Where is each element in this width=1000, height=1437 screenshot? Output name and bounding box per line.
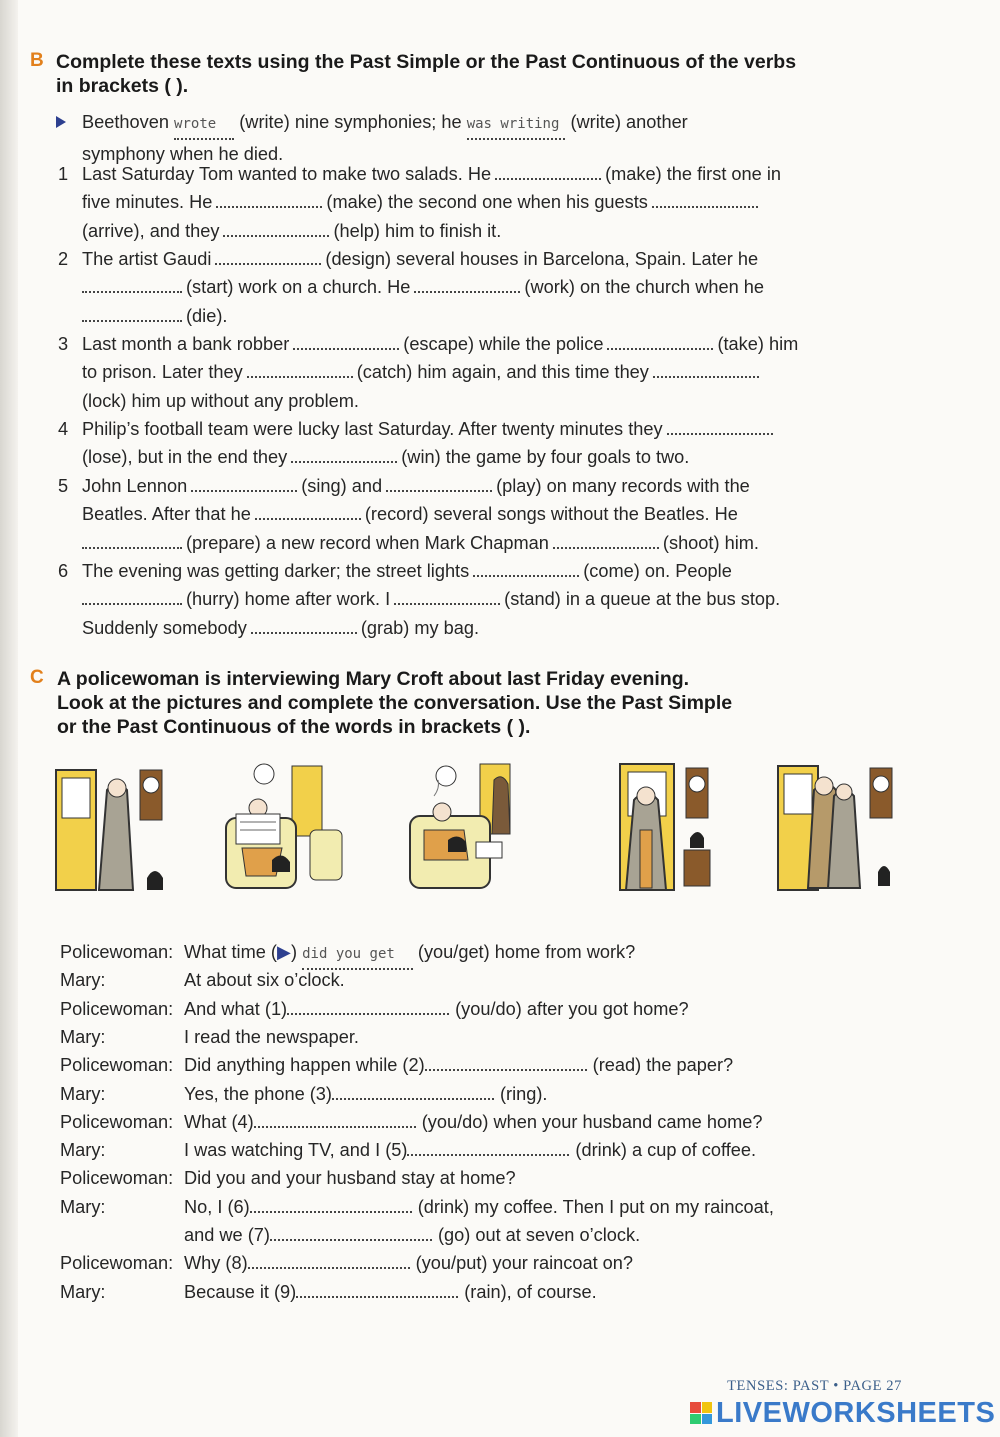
example-answer-1: wrote xyxy=(174,110,234,140)
exercise-item-6: 6 The evening was getting darker; the street lights (come) on. People (hurry) home after work. I (stand) in a queue at the bus stop. Suddenly somebody (grab) my bag. xyxy=(58,561,781,638)
answer-blank[interactable] xyxy=(82,533,182,549)
answer-blank[interactable] xyxy=(255,504,361,520)
answer-blank[interactable] xyxy=(251,618,357,634)
example-marker-icon: ▶ xyxy=(276,942,291,962)
liveworksheets-logo-icon xyxy=(690,1402,712,1424)
picture-woman-reading-newspaper xyxy=(222,760,346,894)
dialogue-line: Mary: I read the newspaper. xyxy=(60,1026,359,1047)
answer-blank[interactable] xyxy=(414,277,520,293)
answer-blank[interactable] xyxy=(473,561,579,577)
page-footer: TENSES: PAST • PAGE 27 xyxy=(727,1378,902,1394)
answer-blank[interactable] xyxy=(247,362,353,378)
section-c-title-line2: Look at the pictures and complete the conversation. Use the Past Simple xyxy=(57,692,733,714)
example-answer-2: was writing xyxy=(467,110,566,140)
picture-couple-going-out xyxy=(774,760,898,894)
page-edge-shadow xyxy=(0,0,18,1437)
answer-blank-3[interactable] xyxy=(332,1084,494,1100)
dialogue-line: Mary: No, I (6) (drink) my coffee. Then I put on my raincoat, xyxy=(60,1196,774,1217)
answer-blank[interactable] xyxy=(394,589,500,605)
answer-blank[interactable] xyxy=(215,249,321,265)
section-b-title-line1: Complete these texts using the Past Simple or the Past Continuous of the verbs xyxy=(56,51,797,73)
answer-blank[interactable] xyxy=(495,164,601,180)
answer-blank[interactable] xyxy=(191,476,297,492)
dialogue-line: Policewoman: Did you and your husband stay at home? xyxy=(60,1168,516,1189)
answer-blank-4[interactable] xyxy=(254,1112,416,1128)
answer-blank-2[interactable] xyxy=(425,1055,587,1071)
example-answer: did you get xyxy=(302,940,413,970)
answer-blank[interactable] xyxy=(82,277,182,293)
dialogue-line: Policewoman: What time (▶) did you get (you/get) home from work? xyxy=(60,938,940,966)
section-c-title-line3: or the Past Continuous of the words in brackets ( ). xyxy=(57,716,531,738)
answer-blank[interactable] xyxy=(652,192,758,208)
answer-blank[interactable] xyxy=(553,533,659,549)
dialogue-line: Policewoman: And what (1) (you/do) after you got home? xyxy=(60,998,689,1019)
answer-blank[interactable] xyxy=(293,334,399,350)
answer-blank[interactable] xyxy=(291,447,397,463)
section-b-title-line2: in brackets ( ). xyxy=(56,75,189,97)
picture-woman-arriving-home xyxy=(52,760,176,894)
answer-blank[interactable] xyxy=(653,362,759,378)
liveworksheets-logo: LIVEWORKSHEETS xyxy=(690,1397,995,1429)
exercise-item-2: 2 The artist Gaudi (design) several houses in Barcelona, Spain. Later he (start) work on a church. He (work) on the church when he (die). xyxy=(58,249,764,326)
dialogue-line: Mary: At about six o’clock. xyxy=(60,970,345,991)
dialogue-line: Mary: Because it (9) (rain), of course. xyxy=(60,1281,597,1302)
dialogue-line: Policewoman: What (4) (you/do) when your husband came home? xyxy=(60,1111,763,1132)
answer-blank[interactable] xyxy=(82,589,182,605)
dialogue-line: Mary: I was watching TV, and I (5) (drink) a cup of coffee. xyxy=(60,1140,757,1161)
section-c-title xyxy=(57,667,732,739)
answer-blank-6[interactable] xyxy=(250,1197,412,1213)
picture-woman-watching-tv-with-coffee xyxy=(408,760,532,894)
section-b-letter: B xyxy=(30,50,44,71)
dialogue-line: Mary: Yes, the phone (3) (ring). xyxy=(60,1083,548,1104)
section-c-title-line1: A policewoman is interviewing Mary Croft about last Friday evening. xyxy=(57,668,690,690)
answer-blank[interactable] xyxy=(82,306,182,322)
answer-blank-5[interactable] xyxy=(407,1140,569,1156)
section-b-title xyxy=(56,50,796,98)
answer-blank[interactable] xyxy=(667,419,773,435)
example-item: Beethoven wrote (write) nine symphonies; he was writing (write) another symphony when he died. xyxy=(82,108,912,169)
answer-blank[interactable] xyxy=(216,192,322,208)
section-c-letter: C xyxy=(30,667,44,688)
picture-woman-putting-on-raincoat xyxy=(590,760,714,894)
answer-blank-7[interactable] xyxy=(270,1225,432,1241)
picture-strip xyxy=(52,760,922,900)
answer-blank-8[interactable] xyxy=(248,1253,410,1269)
answer-blank-9[interactable] xyxy=(296,1282,458,1298)
answer-blank[interactable] xyxy=(223,221,329,237)
dialogue-line: Policewoman: Why (8) (you/put) your raincoat on? xyxy=(60,1253,634,1274)
exercise-item-1: 1 Last Saturday Tom wanted to make two salads. He (make) the first one in five minutes. He (make) the second one when his guests (arrive), and they (help) him to finish it. xyxy=(58,164,781,241)
answer-blank-1[interactable] xyxy=(287,999,449,1015)
dialogue-line: and we (7) (go) out at seven o’clock. xyxy=(184,1225,641,1245)
page-number: PAGE 27 xyxy=(843,1378,902,1394)
dialogue-line: Policewoman: Did anything happen while (2) (read) the paper? xyxy=(60,1055,734,1076)
exercise-item-5: 5 John Lennon (sing) and (play) on many records with the Beatles. After that he (record) several songs without the Beatles. He (prepare) a new record when Mark Chapman (shoot) him. xyxy=(58,476,759,553)
exercise-item-3: 3 Last month a bank robber (escape) while the police (take) him to prison. Later they (catch) him again, and this time they (lock) him up without any problem. xyxy=(58,334,799,411)
answer-blank[interactable] xyxy=(386,476,492,492)
example-arrow-icon xyxy=(56,116,66,128)
answer-blank[interactable] xyxy=(607,334,713,350)
exercise-item-4: 4 Philip’s football team were lucky last Saturday. After twenty minutes they (lose), but in the end they (win) the game by four goals to two. xyxy=(82,415,912,472)
